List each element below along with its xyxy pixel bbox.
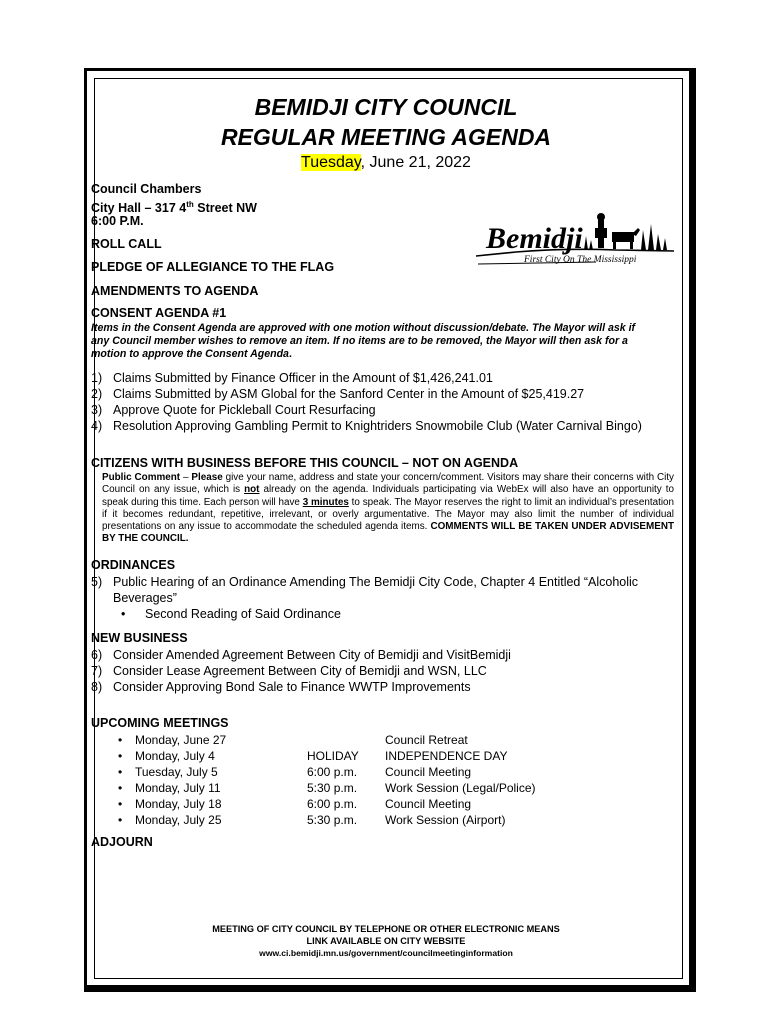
agenda-page: BEMIDJI CITY COUNCIL REGULAR MEETING AGENDA Tuesday, June 21, 2022 Council Chambers City Hall – 317 4th Street NW 6:00 P.M. Bemidji First City On The Mississippi ROLL CALL PLEDGE OF ALLEGIANCE TO THE FLAG AMENDMENTS TO AGENDA CONSENT AGENDA #1 Items in the Consent Agenda are approved with one motion without discussion/debate. The Mayor will ask if any Council member wishes to remove an item. If no items are to be removed, the Mayor will then ask for a motion to approve the Consent Agenda. 1) Claims Submitted by Finance Officer in the Amount of $1,426,241.01 2) Claims Submitted by ASM Global for the Sanford Center in the Amount of $25,419.27 3) Approve Quote for Pickleball Court Resurfacing 4) Resolution Approving Gambling Permit to Knightriders Snowmobile Club (Water Carnival Bingo) CITIZENS WITH BUSINESS BEFORE THIS COUNCIL – NOT ON AGENDA Public Comment – Please give your name, address and state your concern/comment. Visitors may share their concerns with City Council on any issue, which is not already on the agenda. Individuals participating via WebEx will also have an opportunity to speak during this time. Each person will have 3 minutes to speak. The Mayor reserves the right to limit an individual’s presentation if it becomes redundant, repetitive, irrelevant, or overly argumentative. The Mayor may also limit the number of individual presentations on any issue to accommodate the scheduled agenda items. COMMENTS WILL BE TAKEN UNDER ADVISEMENT BY THE COUNCIL. ORDINANCES 5) Public Hearing of an Ordinance Amending The Bemidji City Code, Chapter 4 Entitled “Alcoholic Beverages” • Second Reading of Said Ordinance NEW BUSINESS 6) Consider Amended Agreement Between City of Bemidji and VisitBemidji 7) Consider Lease Agreement Between City of Bemidji and WSN, LLC 8) Consider Approving Bond Sale to Finance WWTP Improvements UPCOMING MEETINGS • Monday, June 27 Council Retreat • Monday, July 4 HOLIDAY INDEPENDENCE DAY • Tuesday, July 5 6:00 p.m. Council Meeting • Monday, July 11 5:30 p.m. Work Session (Legal/Police) • Monday, July 18 6:00 p.m. Council Meeting • Monday, July 25 5:30 p.m. Work Session (Airport) ADJOURN MEETING OF CITY COUNCIL BY TELEPHONE OR OTHER ELECTRONIC MEANS LINK AVAILABLE ON CITY WEBSITE www.ci.bemidji.mn.us/government/councilmeetinginformation <box>91 90 681 970</box>
roll-call-heading: ROLL CALL <box>91 237 162 251</box>
bemidji-logo <box>476 210 674 268</box>
public-comment-paragraph: Public Comment – Please give your name, address and state your concern/comment. Visitors may share their concerns with City Council on any issue, which is not already on the agenda. Individuals participating via WebEx will also have an opportunity to speak during this time. Each person will have 3 minutes to speak. The Mayor reserves the right to limit an individual’s presentation if it becomes redundant, repetitive, irrelevant, or overly argumentative. The Mayor may also limit the number of individual presentations on any issue to accommodate the scheduled agenda items. COMMENTS WILL BE TAKEN UNDER ADVISEMENT BY THE COUNCIL. <box>102 472 674 545</box>
meeting-row: • Monday, July 18 6:00 p.m. Council Meeting <box>118 797 472 811</box>
pledge-heading: PLEDGE OF ALLEGIANCE TO THE FLAG <box>91 260 335 274</box>
footer-website-link[interactable]: www.ci.bemidji.mn.us/government/councilmeetinginformation <box>259 948 513 958</box>
consent-items-list <box>91 370 681 434</box>
meeting-date <box>91 152 681 174</box>
list-item: 2) Claims Submitted by ASM Global for the Sanford Center in the Amount of $25,419.27 <box>91 387 585 401</box>
new-business-heading: NEW BUSINESS <box>91 631 188 645</box>
meeting-day-highlighted: Tuesday <box>301 154 361 171</box>
ordinance-subitem: • Second Reading of Said Ordinance <box>121 607 341 621</box>
footer-line2: LINK AVAILABLE ON CITY WEBSITE <box>306 936 466 946</box>
list-item: 7) Consider Lease Agreement Between City of Bemidji and WSN, LLC <box>91 664 487 678</box>
ordinance-item-continued: Beverages” <box>113 591 177 605</box>
list-item: 6) Consider Amended Agreement Between City of Bemidji and VisitBemidji <box>91 648 511 662</box>
location-address: City Hall – 317 4th Street NW <box>91 200 257 216</box>
consent-note-line3: motion to approve the Consent Agenda. <box>91 348 292 360</box>
meeting-row: • Monday, June 27 Council Retreat <box>118 733 468 747</box>
footer-line1: MEETING OF CITY COUNCIL BY TELEPHONE OR OTHER ELECTRONIC MEANS <box>212 924 560 934</box>
list-item: 1) Claims Submitted by Finance Officer in the Amount of $1,426,241.01 <box>91 371 493 385</box>
agenda-title-line1: BEMIDJI CITY COUNCIL <box>254 94 518 120</box>
amendments-heading: AMENDMENTS TO AGENDA <box>91 284 259 298</box>
ordinances-heading: ORDINANCES <box>91 558 176 572</box>
meeting-row: • Monday, July 4 HOLIDAY INDEPENDENCE DAY <box>118 749 508 763</box>
logo-tagline: First City On The Mississippi <box>524 255 637 265</box>
consent-note-line2: any Council member wishes to remove an item. If no items are to be removed, the Mayor will then ask for a <box>91 335 628 347</box>
upcoming-meetings-heading: UPCOMING MEETINGS <box>91 716 229 730</box>
list-item: 4) Resolution Approving Gambling Permit to Knightriders Snowmobile Club (Water Carnival Bingo) <box>91 419 642 433</box>
consent-note-line1: Items in the Consent Agenda are approved with one motion without discussion/debate. The Mayor will ask if <box>91 322 636 334</box>
list-item: 8) Consider Approving Bond Sale to Finance WWTP Improvements <box>91 680 471 694</box>
meeting-row: • Monday, July 25 5:30 p.m. Work Session (Airport) <box>118 813 506 827</box>
adjourn-heading: ADJOURN <box>91 835 153 849</box>
new-business-list <box>91 647 681 695</box>
meeting-time: 6:00 P.M. <box>91 214 144 228</box>
meeting-row: • Monday, July 11 5:30 p.m. Work Session (Legal/Police) <box>118 781 536 795</box>
meeting-date-rest: , June 21, 2022 <box>360 154 471 171</box>
consent-agenda-heading: CONSENT AGENDA #1 <box>91 306 227 320</box>
meeting-row: • Tuesday, July 5 6:00 p.m. Council Meeting <box>118 765 472 779</box>
location-place: Council Chambers <box>91 182 202 196</box>
logo-text-bemidji: Bemidji <box>486 222 583 255</box>
list-item: 3) Approve Quote for Pickleball Court Resurfacing <box>91 403 376 417</box>
citizens-heading: CITIZENS WITH BUSINESS BEFORE THIS COUNCIL – NOT ON AGENDA <box>91 456 519 470</box>
paul-bunyan-babe-statue-icon <box>476 210 674 268</box>
agenda-title-line2: REGULAR MEETING AGENDA <box>220 124 552 150</box>
